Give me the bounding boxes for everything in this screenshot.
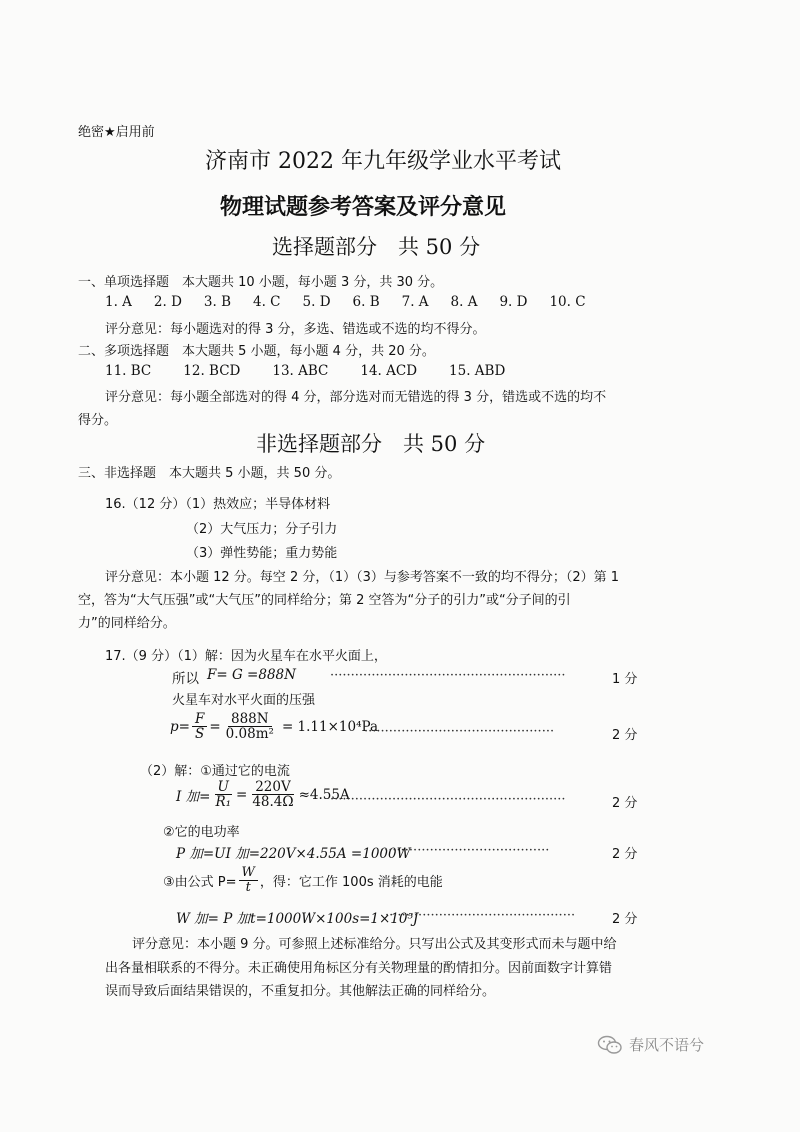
- answer-item: 3. B: [203, 294, 232, 310]
- watermark-text: 春风不语兮: [629, 1036, 705, 1054]
- power-label: ②它的电功率: [163, 825, 240, 840]
- answer-item: 12. BCD: [183, 363, 241, 379]
- leader-dots: ·························································: [330, 792, 566, 807]
- section1-answers: [105, 294, 586, 310]
- q17-line1: 17.（9 分）（1）解：因为火星车在水平火面上，: [105, 649, 387, 664]
- answer-item: 4. C: [253, 294, 281, 310]
- current-equation: [176, 780, 350, 809]
- answer-item: 5. D: [302, 294, 331, 310]
- fraction-denominator: 48.4Ω: [252, 794, 294, 811]
- equals-sign: =: [209, 718, 221, 735]
- so-label: 所以: [172, 671, 199, 687]
- q16-line1: 16.（12 分）（1）热效应；半导体材料: [105, 497, 331, 512]
- q16-note-line3: 力”的同样给分。: [78, 616, 176, 631]
- fraction-numerator: F: [192, 712, 207, 727]
- leader-dots: ·························································: [330, 668, 566, 683]
- fraction-w-over-t: [239, 866, 258, 894]
- force-equation: F= G =888N: [207, 667, 296, 683]
- score-mark: 1 分: [612, 672, 638, 687]
- fraction-numerator: W: [239, 866, 258, 881]
- answer-item: 11. BC: [105, 363, 152, 379]
- current-label: （2）解：①通过它的电流: [140, 764, 290, 779]
- score-mark: 2 分: [612, 912, 638, 927]
- formula-prefix: ③由公式 P=: [163, 874, 237, 890]
- wechat-icon: [597, 1035, 623, 1055]
- document-subtitle: 物理试题参考答案及评分意见: [220, 195, 507, 220]
- formula-line: [163, 866, 443, 894]
- q16-line3: （3）弹性势能；重力势能: [186, 546, 338, 561]
- power-equation: P 加=UI 加=220V×4.55A =1000W: [176, 846, 411, 862]
- answer-item: 7. A: [401, 294, 429, 310]
- section2-grading-note-line2: 得分。: [78, 413, 118, 428]
- answer-item: 2. D: [153, 294, 182, 310]
- fraction-denominator: 0.08m²: [225, 726, 274, 743]
- section1-heading: 一、单项选择题 本大题共 10 小题，每小题 3 分，共 30 分。: [78, 275, 444, 290]
- answer-item: 9. D: [499, 294, 528, 310]
- q16-note-line2: 空，答为“大气压强”或“大气压”的同样给分；第 2 空答为“分子的引力”或“分子间的引: [78, 593, 571, 608]
- watermark: [597, 1034, 704, 1055]
- q16-note-line1: 评分意见：本小题 12 分。每空 2 分，（1）（3）与参考答案不一致的均不得分；（2）第 1: [105, 570, 620, 585]
- answer-item: 15. ABD: [449, 363, 506, 379]
- q17-note-line2: 出各量相联系的不得分。未正确使用角标区分有关物理量的酌情扣分。因前面数字计算错: [105, 961, 613, 976]
- fraction-f-over-s: [192, 712, 207, 741]
- answer-item: 1. A: [105, 294, 132, 310]
- answer-item: 8. A: [450, 294, 478, 310]
- score-mark: 2 分: [612, 728, 638, 743]
- fraction-numerator: U: [215, 780, 232, 795]
- section1-grading-note: 评分意见：每小题选对的得 3 分，多选、错选或不选的均不得分。: [105, 322, 486, 337]
- energy-equation: W 加= P 加t=1000W×100s=1×10⁵J: [176, 911, 419, 927]
- current-result: ≈4.55A: [298, 786, 350, 803]
- leader-dots: ··············································: [364, 724, 555, 739]
- pressure-symbol: p=: [170, 718, 190, 735]
- pressure-label: 火星车对水平火面的压强: [172, 693, 316, 708]
- section3-heading: 三、非选择题 本大题共 5 小题，共 50 分。: [78, 466, 341, 481]
- fraction-denominator: t: [245, 879, 251, 895]
- q17-note-line3: 误而导致后面结果错误的，不重复扣分。其他解法正确的同样给分。: [105, 984, 496, 999]
- answer-item: 10. C: [549, 294, 586, 310]
- leader-dots: ··············································: [385, 908, 576, 923]
- answer-item: 6. B: [352, 294, 380, 310]
- part1-heading: 选择题部分 共 50 分: [272, 235, 481, 259]
- answer-item: 13. ABC: [272, 363, 329, 379]
- fraction-denominator: S: [195, 726, 205, 743]
- q17-force-row: [172, 667, 296, 687]
- fraction-numerator: 888N: [228, 712, 272, 727]
- confidential-mark: 绝密★启用前: [78, 125, 155, 140]
- fraction-u-over-r: [212, 780, 234, 809]
- pressure-result: = 1.11×10⁴Pa: [281, 718, 379, 735]
- fraction-values: [249, 780, 296, 809]
- score-mark: 2 分: [612, 796, 638, 811]
- section2-grading-note-line1: 评分意见：每小题全部选对的得 4 分，部分选对而无错选的得 3 分，错选或不选的均不: [105, 390, 607, 405]
- answer-item: 14. ACD: [360, 363, 418, 379]
- pressure-equation: [170, 712, 378, 741]
- current-symbol: I 加=: [176, 788, 211, 805]
- section2-answers: [105, 363, 505, 379]
- q17-note-line1: 评分意见：本小题 9 分。可参照上述标准给分。只写出公式及其变形式而未与题中给: [132, 937, 617, 952]
- score-mark: 2 分: [612, 847, 638, 862]
- leader-dots: ·········································: [380, 843, 550, 858]
- q16-line2: （2）大气压力；分子引力: [186, 522, 338, 537]
- part2-heading: 非选择题部分 共 50 分: [256, 432, 486, 456]
- fraction-numerator: 220V: [252, 780, 294, 795]
- section2-heading: 二、多项选择题 本大题共 5 小题，每小题 4 分，共 20 分。: [78, 344, 435, 359]
- formula-suffix: ，得：它工作 100s 消耗的电能: [259, 874, 443, 890]
- exam-title: 济南市 2022 年九年级学业水平考试: [205, 149, 561, 174]
- fraction-values: [223, 712, 277, 741]
- equals-sign: =: [236, 786, 248, 803]
- fraction-denominator: R₁: [215, 794, 232, 811]
